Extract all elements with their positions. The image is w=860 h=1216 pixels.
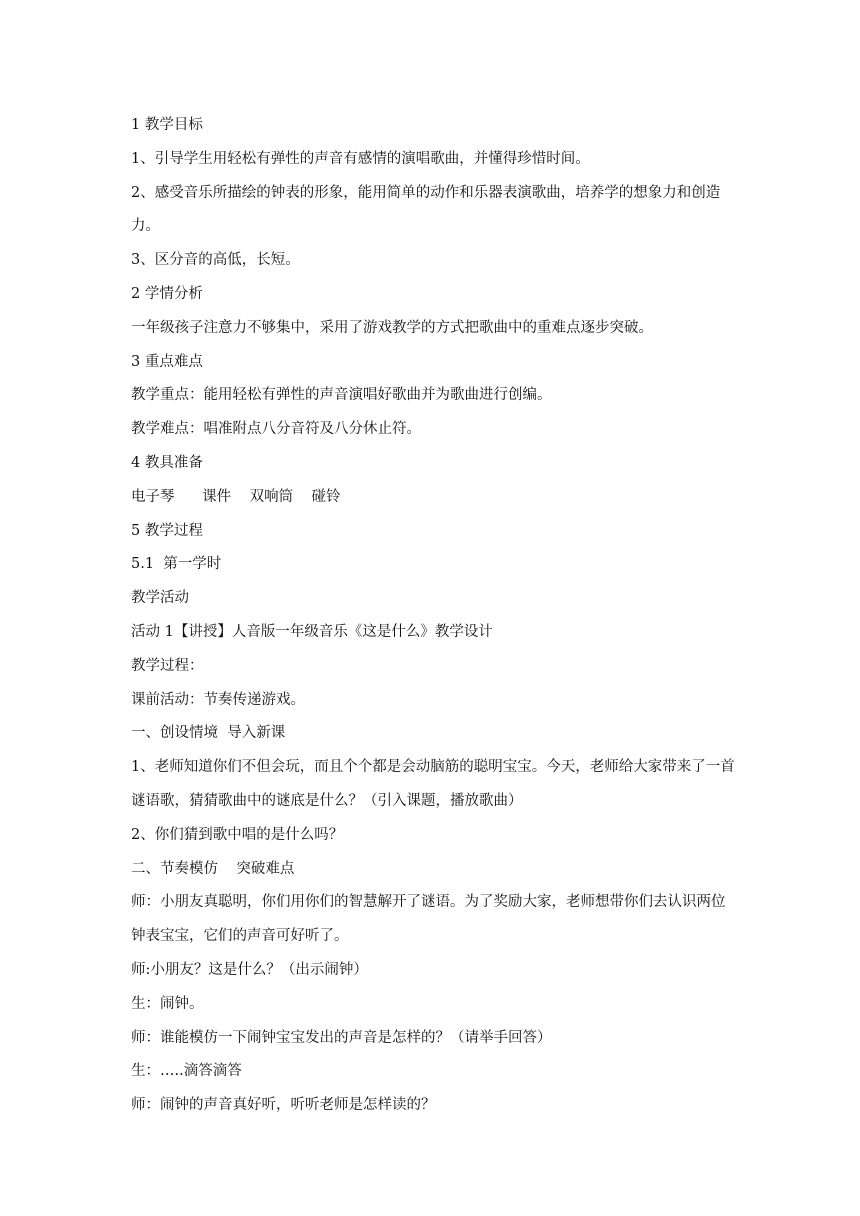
dialogue-teacher-1: 师：小朋友真聪明，你们用你们的智慧解开了谜语。为了奖励大家，老师想带你们去认识两位钟表宝宝，它们的声音可好听了。 — [131, 894, 726, 945]
subheading-first-lesson: 5.1 第一学时 — [131, 556, 222, 573]
dialogue-teacher-4: 师：闹钟的声音真好听，听听老师是怎样读的？ — [131, 1097, 436, 1114]
teaching-aids-list: 电子琴 课件 双响筒 碰铃 — [131, 488, 341, 505]
document-body — [131, 109, 735, 1123]
difficult-point-text: 教学难点：唱准附点八分音符及八分休止符。 — [131, 421, 421, 438]
pre-class-activity: 课前活动：节奏传递游戏。 — [131, 691, 305, 708]
process-label: 教学过程： — [131, 657, 204, 674]
student-analysis-text: 一年级孩子注意力不够集中，采用了游戏教学的方式把歌曲中的重难点逐步突破。 — [131, 319, 653, 336]
heading-teaching-process: 5 教学过程 — [131, 522, 203, 539]
heading-key-points: 3 重点难点 — [131, 353, 203, 370]
goal-item-2: 2、感受音乐所描绘的钟表的形象，能用简单的动作和乐器表演歌曲，培养学的想象力和创造力。 — [131, 184, 721, 235]
dialogue-student-1: 生：闹钟。 — [131, 995, 204, 1012]
goal-item-1: 1、引导学生用轻松有弹性的声音有感情的演唱歌曲，并懂得珍惜时间。 — [131, 150, 590, 167]
goal-item-3: 3、区分音的高低，长短。 — [131, 252, 300, 269]
section-one-item-1: 1、老师知道你们不但会玩，而且个个都是会动脑筋的聪明宝宝。今天，老师给大家带来了一首谜语歌，猜猜歌曲中的谜底是什么？（引入课题，播放歌曲） — [131, 759, 735, 809]
dialogue-student-2: 生：…..滴答滴答 — [131, 1063, 242, 1080]
section-two-heading: 二、节奏模仿 突破难点 — [131, 860, 295, 877]
dialogue-teacher-2: 师:小朋友？这是什么？（出示闹钟） — [131, 961, 368, 978]
key-point-text: 教学重点：能用轻松有弹性的声音演唱好歌曲并为歌曲进行创编。 — [131, 387, 552, 404]
heading-teaching-goals: 1 教学目标 — [131, 117, 203, 133]
dialogue-teacher-3: 师：谁能模仿一下闹钟宝宝发出的声音是怎样的？（请举手回答） — [131, 1029, 552, 1046]
heading-teaching-aids: 4 教具准备 — [131, 454, 203, 471]
section-one-heading: 一、创设情境 导入新课 — [131, 725, 286, 742]
heading-student-analysis: 2 学情分析 — [131, 285, 203, 302]
activity-1-title: 活动 1【讲授】人音版一年级音乐《这是什么》教学设计 — [131, 623, 493, 640]
section-one-item-2: 2、你们猜到歌中唱的是什么吗？ — [131, 826, 344, 843]
subheading-activities: 教学活动 — [131, 590, 189, 607]
